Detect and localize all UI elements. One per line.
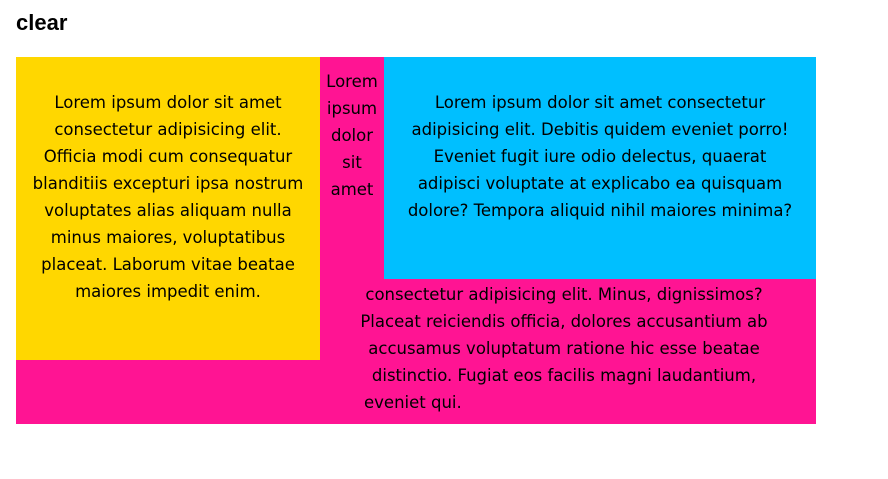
yellow-float-box xyxy=(16,57,320,360)
wrap-text-line: eveniet qui. xyxy=(364,393,462,412)
blue-float-box xyxy=(384,57,816,279)
wrapping-text-block xyxy=(336,281,792,416)
wrap-text-line: distinctio. Fugiat eos facilis magni laudantium, xyxy=(371,366,757,385)
narrow-text-content: Lorem ipsum dolor sit amet xyxy=(326,72,378,199)
wrap-text-line: accusamus voluptatum ratione hic esse beatae xyxy=(368,339,760,358)
blue-box-text: Lorem ipsum dolor sit amet consectetur adipisicing elit. Debitis quidem eveniet porro! Eveniet fugit iure odio delectus, quaerat adipisci voluptate at explicabo ea quisquam dolore? Tempora aliquid nihil maiores minima? xyxy=(407,93,793,220)
narrow-text-column xyxy=(320,68,384,203)
yellow-box-text: Lorem ipsum dolor sit amet consectetur adipisicing elit. Officia modi cum consequatur blanditiis excepturi ipsa nostrum voluptates alias aliquam nulla minus maiores, voluptatibus placeat. Laborum vitae beatae maiores impedit enim. xyxy=(32,93,304,301)
wrap-text-line: consectetur adipisicing elit. Minus, dignissimos? xyxy=(365,285,763,304)
page-title: clear xyxy=(16,10,68,35)
wrap-text-line: Placeat reiciendis officia, dolores accusantium ab xyxy=(360,312,768,331)
